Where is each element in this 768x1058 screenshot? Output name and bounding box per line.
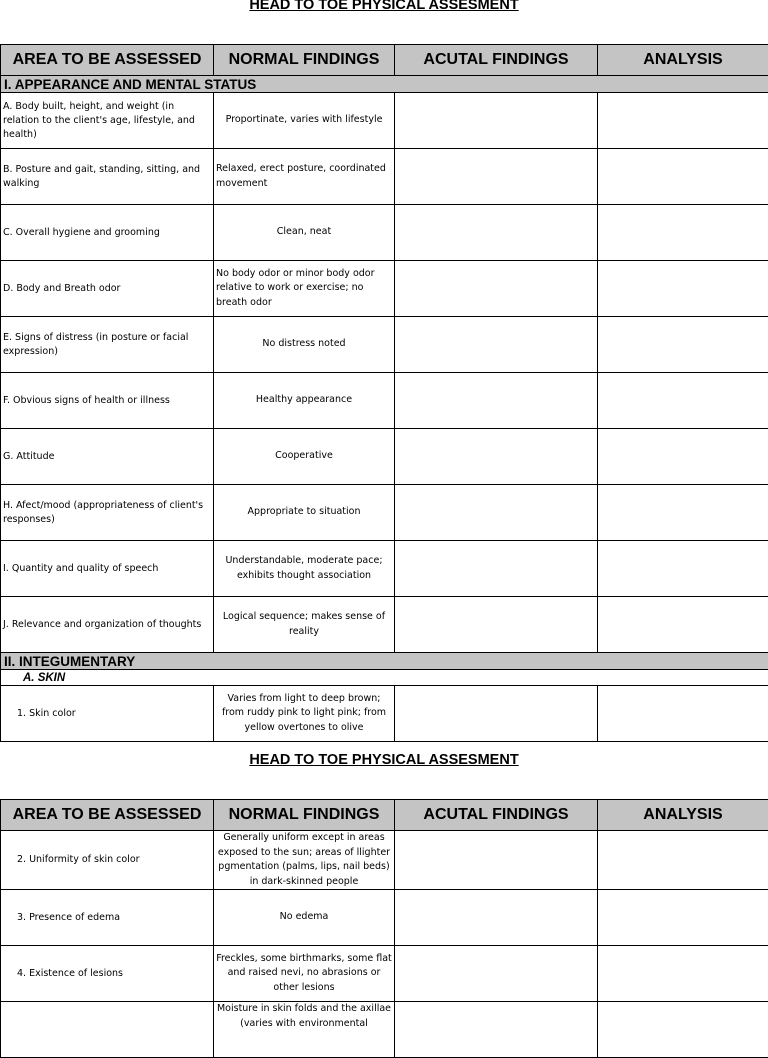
actual-cell[interactable] <box>395 597 598 653</box>
area-cell: E. Signs of distress (in posture or facial expression) <box>1 317 214 373</box>
area-cell: F. Obvious signs of health or illness <box>1 373 214 429</box>
page-title-2: HEAD TO TOE PHYSICAL ASSESMENT <box>0 752 768 768</box>
analysis-cell[interactable] <box>598 93 768 149</box>
table-row <box>1 541 768 597</box>
actual-cell[interactable] <box>395 205 598 261</box>
analysis-cell[interactable] <box>598 831 768 890</box>
section-row <box>1 653 768 670</box>
normal-cell: Appropriate to situation <box>214 485 395 541</box>
area-cell: 4. Existence of lesions <box>1 946 214 1002</box>
analysis-cell[interactable] <box>598 485 768 541</box>
area-cell: 1. Skin color <box>1 686 214 742</box>
table-row <box>1 317 768 373</box>
normal-cell: Relaxed, erect posture, coordinated movement <box>214 149 395 205</box>
area-cell: C. Overall hygiene and grooming <box>1 205 214 261</box>
header-normal: NORMAL FINDINGS <box>214 45 395 76</box>
area-cell: I. Quantity and quality of speech <box>1 541 214 597</box>
area-cell <box>1 1002 214 1058</box>
area-cell: 2. Uniformity of skin color <box>1 831 214 890</box>
area-cell: A. Body built, height, and weight (in relation to the client's age, lifestyle, and health) <box>1 93 214 149</box>
analysis-cell[interactable] <box>598 373 768 429</box>
actual-cell[interactable] <box>395 541 598 597</box>
analysis-cell[interactable] <box>598 946 768 1002</box>
section-appearance: I. APPEARANCE AND MENTAL STATUS <box>1 76 768 93</box>
header-normal: NORMAL FINDINGS <box>214 800 395 831</box>
table-row <box>1 261 768 317</box>
normal-cell: Understandable, moderate pace; exhibits thought association <box>214 541 395 597</box>
normal-cell: No distress noted <box>214 317 395 373</box>
header-analysis: ANALYSIS <box>598 800 768 831</box>
table-row <box>1 597 768 653</box>
header-area: AREA TO BE ASSESSED <box>1 800 214 831</box>
table-row <box>1 946 768 1002</box>
page-title: HEAD TO TOE PHYSICAL ASSESMENT <box>0 0 768 13</box>
table-row <box>1 429 768 485</box>
normal-cell: Healthy appearance <box>214 373 395 429</box>
normal-cell: Logical sequence; makes sense of reality <box>214 597 395 653</box>
table-row <box>1 485 768 541</box>
actual-cell[interactable] <box>395 686 598 742</box>
header-analysis: ANALYSIS <box>598 45 768 76</box>
assessment-table-2 <box>0 799 768 1058</box>
actual-cell[interactable] <box>395 149 598 205</box>
normal-cell: Proportinate, varies with lifestyle <box>214 93 395 149</box>
assessment-table <box>0 44 768 742</box>
normal-cell: Clean, neat <box>214 205 395 261</box>
analysis-cell[interactable] <box>598 261 768 317</box>
table-row <box>1 373 768 429</box>
section-integumentary: II. INTEGUMENTARY <box>1 653 768 670</box>
normal-cell: Cooperative <box>214 429 395 485</box>
actual-cell[interactable] <box>395 93 598 149</box>
actual-cell[interactable] <box>395 429 598 485</box>
area-cell: J. Relevance and organization of thoughts <box>1 597 214 653</box>
area-cell: D. Body and Breath odor <box>1 261 214 317</box>
analysis-cell[interactable] <box>598 890 768 946</box>
analysis-cell[interactable] <box>598 541 768 597</box>
header-row <box>1 45 768 76</box>
actual-cell[interactable] <box>395 890 598 946</box>
table-row <box>1 205 768 261</box>
actual-cell[interactable] <box>395 485 598 541</box>
actual-cell[interactable] <box>395 317 598 373</box>
area-cell: 3. Presence of edema <box>1 890 214 946</box>
area-cell: G. Attitude <box>1 429 214 485</box>
actual-cell[interactable] <box>395 831 598 890</box>
analysis-cell[interactable] <box>598 1002 768 1058</box>
subsection-row <box>1 670 768 686</box>
normal-cell: Generally uniform except in areas exposed to the sun; areas of llighter pgmentation (palms, lips, nail beds) in dark-skinned people <box>214 831 395 890</box>
analysis-cell[interactable] <box>598 205 768 261</box>
normal-cell: No body odor or minor body odor relative to work or exercise; no breath odor <box>214 261 395 317</box>
actual-cell[interactable] <box>395 1002 598 1058</box>
table-row <box>1 686 768 742</box>
normal-cell: Freckles, some birthmarks, some flat and raised nevi, no abrasions or other lesions <box>214 946 395 1002</box>
analysis-cell[interactable] <box>598 597 768 653</box>
normal-cell: Varies from light to deep brown; from ruddy pink to light pink; from yellow overtones to olive <box>214 686 395 742</box>
normal-cell: No edema <box>214 890 395 946</box>
section-row <box>1 76 768 93</box>
header-area: AREA TO BE ASSESSED <box>1 45 214 76</box>
actual-cell[interactable] <box>395 946 598 1002</box>
analysis-cell[interactable] <box>598 429 768 485</box>
table-row <box>1 831 768 890</box>
area-cell: H. Afect/mood (appropriateness of client's responses) <box>1 485 214 541</box>
table-row <box>1 890 768 946</box>
subsection-skin: A. SKIN <box>1 670 768 686</box>
actual-cell[interactable] <box>395 261 598 317</box>
actual-cell[interactable] <box>395 373 598 429</box>
header-row <box>1 800 768 831</box>
normal-cell: Moisture in skin folds and the axillae (varies with environmental <box>214 1002 395 1058</box>
area-cell: B. Posture and gait, standing, sitting, and walking <box>1 149 214 205</box>
analysis-cell[interactable] <box>598 149 768 205</box>
table-row <box>1 149 768 205</box>
table-row <box>1 93 768 149</box>
table-row <box>1 1002 768 1058</box>
header-actual: ACUTAL FINDINGS <box>395 45 598 76</box>
analysis-cell[interactable] <box>598 686 768 742</box>
analysis-cell[interactable] <box>598 317 768 373</box>
header-actual: ACUTAL FINDINGS <box>395 800 598 831</box>
